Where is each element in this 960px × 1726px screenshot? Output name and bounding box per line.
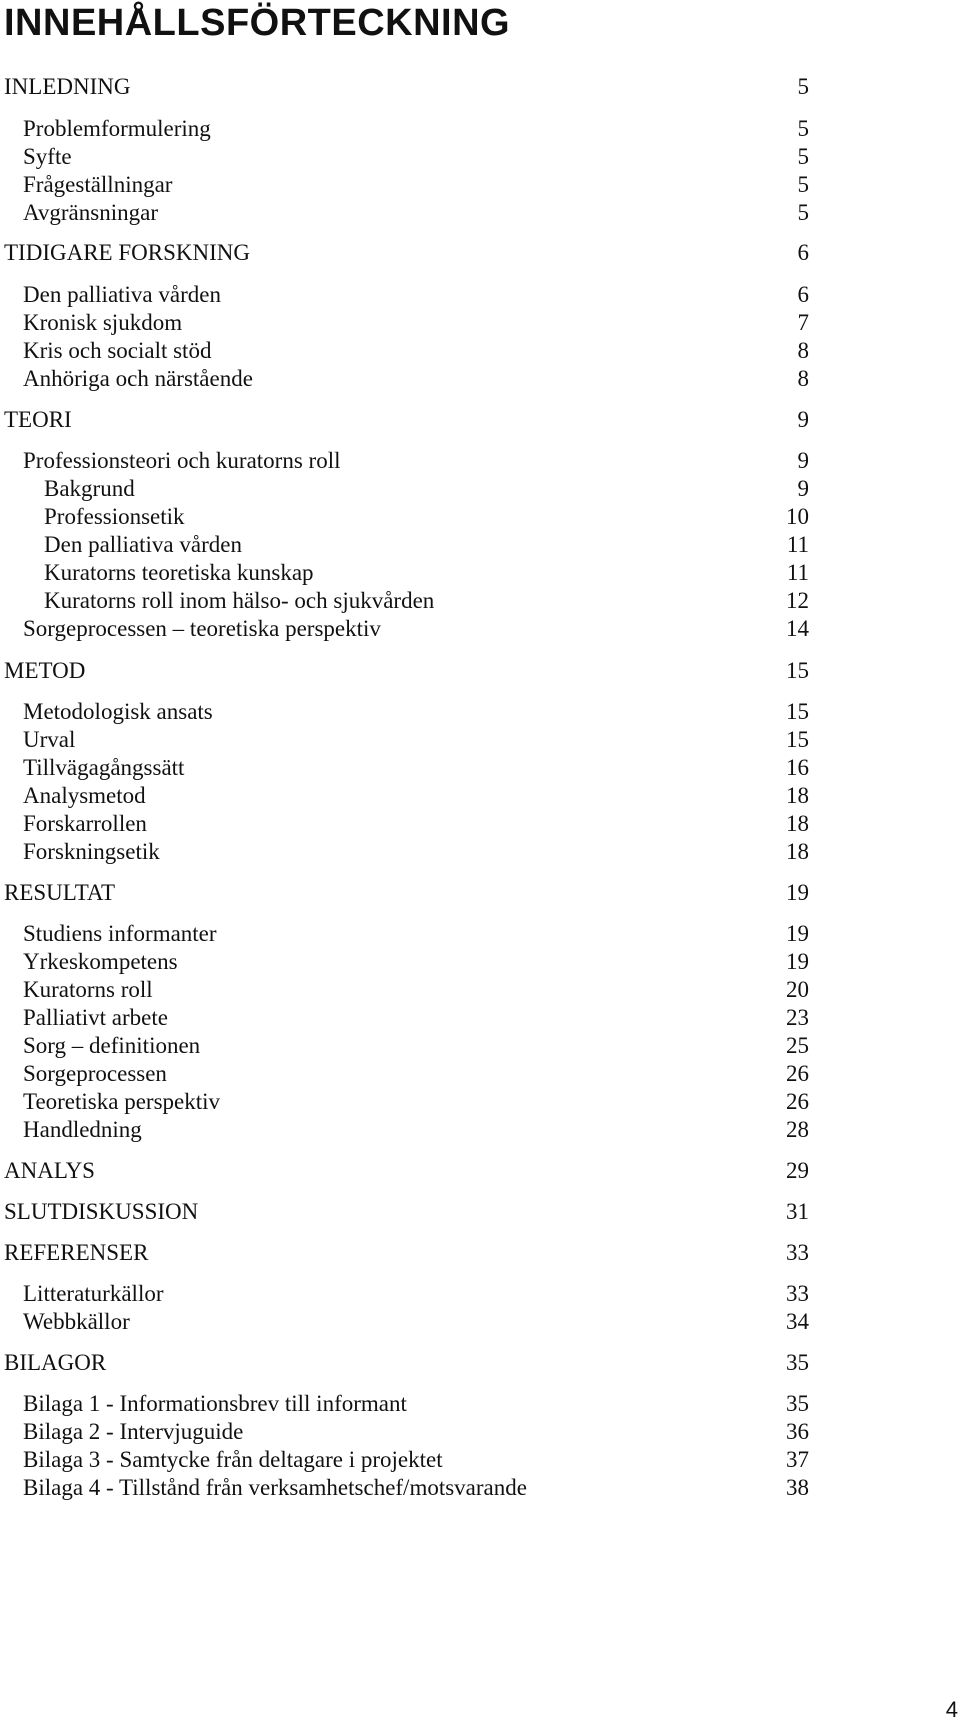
page-number: 4 bbox=[945, 1697, 958, 1722]
toc-entry-label: Den palliativa vården bbox=[23, 282, 221, 307]
toc-entry-label: SLUTDISKUSSION bbox=[4, 1199, 199, 1224]
toc-entry-page: 5 bbox=[797, 200, 809, 225]
toc-entry-label: Forskningsetik bbox=[23, 839, 160, 864]
toc-entry bbox=[23, 114, 809, 144]
toc-entry-page: 31 bbox=[786, 1199, 809, 1224]
toc-entry-label: Handledning bbox=[23, 1117, 142, 1142]
toc-entry-page: 6 bbox=[797, 282, 809, 307]
toc-entry-page: 19 bbox=[786, 921, 809, 946]
toc-entry-page: 14 bbox=[786, 616, 809, 641]
toc-entry-page: 15 bbox=[786, 699, 809, 724]
toc-entry-page: 38 bbox=[786, 1475, 809, 1500]
toc-entry bbox=[4, 878, 809, 908]
toc-entry-label: Frågeställningar bbox=[23, 172, 173, 197]
toc-entry-label: Metodologisk ansats bbox=[23, 699, 213, 724]
toc-entry-label: BILAGOR bbox=[4, 1350, 107, 1375]
toc-entry-label: Syfte bbox=[23, 144, 72, 169]
toc-entry-label: Sorgeprocessen bbox=[23, 1061, 167, 1086]
toc-entry bbox=[23, 1031, 809, 1061]
toc-entry-label: Bilaga 3 - Samtycke från deltagare i projektet bbox=[23, 1447, 443, 1472]
toc-entry-page: 5 bbox=[797, 74, 809, 99]
toc-entry bbox=[23, 336, 809, 366]
toc-entry-label: METOD bbox=[4, 658, 86, 683]
toc-entry bbox=[44, 558, 809, 588]
toc-entry-page: 5 bbox=[797, 144, 809, 169]
toc-entry-label: REFERENSER bbox=[4, 1240, 149, 1265]
toc-entry bbox=[23, 614, 809, 644]
toc-entry-page: 26 bbox=[786, 1061, 809, 1086]
toc-entry-label: Professionsteori och kuratorns roll bbox=[23, 448, 341, 473]
toc-entry-page: 18 bbox=[786, 811, 809, 836]
toc-entry-page: 11 bbox=[786, 532, 809, 557]
toc-entry-label: Analysmetod bbox=[23, 783, 146, 808]
toc-entry bbox=[23, 1389, 809, 1419]
toc-entry-label: TEORI bbox=[4, 407, 72, 432]
toc-entry-label: Forskarrollen bbox=[23, 811, 147, 836]
toc-entry-page: 15 bbox=[786, 658, 809, 683]
toc-entry-page: 9 bbox=[797, 448, 809, 473]
toc-entry-label: Bilaga 4 - Tillstånd från verksamhetschef/motsvarande bbox=[23, 1475, 527, 1500]
toc-entry bbox=[23, 170, 809, 200]
toc-entry-label: Bilaga 1 - Informationsbrev till informant bbox=[23, 1391, 407, 1416]
toc-entry bbox=[4, 72, 809, 102]
toc-entry-label: Webbkällor bbox=[23, 1309, 130, 1334]
toc-entry-label: Sorg – definitionen bbox=[23, 1033, 201, 1058]
toc-entry-page: 19 bbox=[786, 880, 809, 905]
toc-entry-label: Palliativt arbete bbox=[23, 1005, 168, 1030]
toc-entry-label: INLEDNING bbox=[4, 74, 131, 99]
toc-entry-page: 9 bbox=[797, 476, 809, 501]
toc-entry-label: Bakgrund bbox=[44, 476, 135, 501]
toc-entry bbox=[23, 975, 809, 1005]
toc-entry-page: 10 bbox=[786, 504, 809, 529]
toc-entry-page: 18 bbox=[786, 839, 809, 864]
toc-entry-page: 16 bbox=[786, 755, 809, 780]
toc-entry-page: 9 bbox=[797, 407, 809, 432]
toc-entry bbox=[4, 656, 809, 686]
toc-entry-label: TIDIGARE FORSKNING bbox=[4, 240, 250, 265]
toc-entry bbox=[23, 198, 809, 228]
toc-entry bbox=[23, 1059, 809, 1089]
toc-entry-page: 11 bbox=[786, 560, 809, 585]
toc-entry-label: Tillvägagångssätt bbox=[23, 755, 185, 780]
toc-entry-page: 34 bbox=[786, 1309, 809, 1334]
toc-entry bbox=[23, 837, 809, 867]
toc-entry-label: Kuratorns roll bbox=[23, 977, 153, 1002]
toc-entry bbox=[4, 1197, 809, 1227]
page-title: INNEHÅLLSFÖRTECKNING bbox=[4, 2, 511, 44]
toc-entry-label: Sorgeprocessen – teoretiska perspektiv bbox=[23, 616, 381, 641]
toc-entry bbox=[23, 781, 809, 811]
toc-entry-label: Kuratorns roll inom hälso- och sjukvården bbox=[44, 588, 435, 613]
toc-entry-page: 23 bbox=[786, 1005, 809, 1030]
toc-entry-page: 28 bbox=[786, 1117, 809, 1142]
toc-entry bbox=[23, 1417, 809, 1447]
toc-entry-label: Litteraturkällor bbox=[23, 1281, 164, 1306]
toc-entry-page: 5 bbox=[797, 116, 809, 141]
toc-entry bbox=[4, 238, 809, 268]
toc-entry-page: 20 bbox=[786, 977, 809, 1002]
toc-entry bbox=[23, 919, 809, 949]
toc-entry bbox=[23, 280, 809, 310]
toc-entry-page: 35 bbox=[786, 1350, 809, 1375]
toc-entry-label: Bilaga 2 - Intervjuguide bbox=[23, 1419, 244, 1444]
toc-entry-label: Kuratorns teoretiska kunskap bbox=[44, 560, 314, 585]
toc-entry bbox=[23, 1279, 809, 1309]
toc-entry-label: Anhöriga och närstående bbox=[23, 366, 253, 391]
toc-entry-page: 5 bbox=[797, 172, 809, 197]
toc-entry-page: 6 bbox=[797, 240, 809, 265]
toc-entry-page: 15 bbox=[786, 727, 809, 752]
toc-entry bbox=[23, 809, 809, 839]
toc-entry-page: 37 bbox=[786, 1447, 809, 1472]
toc-entry bbox=[23, 1307, 809, 1337]
toc-entry-page: 18 bbox=[786, 783, 809, 808]
toc-entry-label: Avgränsningar bbox=[23, 200, 158, 225]
toc-entry bbox=[23, 142, 809, 172]
toc-entry bbox=[4, 1238, 809, 1268]
toc-entry-label: Studiens informanter bbox=[23, 921, 217, 946]
toc-entry-page: 35 bbox=[786, 1391, 809, 1416]
toc-entry-page: 33 bbox=[786, 1281, 809, 1306]
toc-entry bbox=[23, 446, 809, 476]
toc-entry bbox=[23, 1087, 809, 1117]
toc-entry-page: 25 bbox=[786, 1033, 809, 1058]
toc-entry-label: Den palliativa vården bbox=[44, 532, 242, 557]
toc-entry-label: Urval bbox=[23, 727, 76, 752]
toc-entry-page: 26 bbox=[786, 1089, 809, 1114]
toc-entry bbox=[23, 308, 809, 338]
toc-entry bbox=[44, 586, 809, 616]
toc-entry bbox=[4, 405, 809, 435]
toc-entry-label: ANALYS bbox=[4, 1158, 95, 1183]
toc-entry bbox=[23, 1115, 809, 1145]
toc-entry-page: 29 bbox=[786, 1158, 809, 1183]
toc-entry-page: 33 bbox=[786, 1240, 809, 1265]
toc-entry-page: 7 bbox=[797, 310, 809, 335]
toc-entry bbox=[23, 697, 809, 727]
toc-entry bbox=[23, 1473, 809, 1503]
toc-entry bbox=[23, 364, 809, 394]
toc-entry bbox=[23, 947, 809, 977]
toc-entry-page: 36 bbox=[786, 1419, 809, 1444]
toc-entry bbox=[4, 1348, 809, 1378]
toc-entry-page: 8 bbox=[797, 366, 809, 391]
toc-entry bbox=[23, 725, 809, 755]
toc-entry bbox=[44, 502, 809, 532]
toc-entry-page: 12 bbox=[786, 588, 809, 613]
toc-entry-page: 8 bbox=[797, 338, 809, 363]
toc-entry-label: Yrkeskompetens bbox=[23, 949, 178, 974]
toc-entry-label: Professionsetik bbox=[44, 504, 185, 529]
toc-entry bbox=[23, 753, 809, 783]
toc-entry bbox=[44, 530, 809, 560]
toc-entry-page: 19 bbox=[786, 949, 809, 974]
toc-entry bbox=[23, 1445, 809, 1475]
toc-entry-label: Kronisk sjukdom bbox=[23, 310, 183, 335]
toc-entry-label: Kris och socialt stöd bbox=[23, 338, 212, 363]
toc-entry-label: RESULTAT bbox=[4, 880, 116, 905]
toc-entry bbox=[23, 1003, 809, 1033]
toc-entry bbox=[44, 474, 809, 504]
toc-entry-label: Problemformulering bbox=[23, 116, 211, 141]
toc-entry-label: Teoretiska perspektiv bbox=[23, 1089, 221, 1114]
toc-entry bbox=[4, 1156, 809, 1186]
